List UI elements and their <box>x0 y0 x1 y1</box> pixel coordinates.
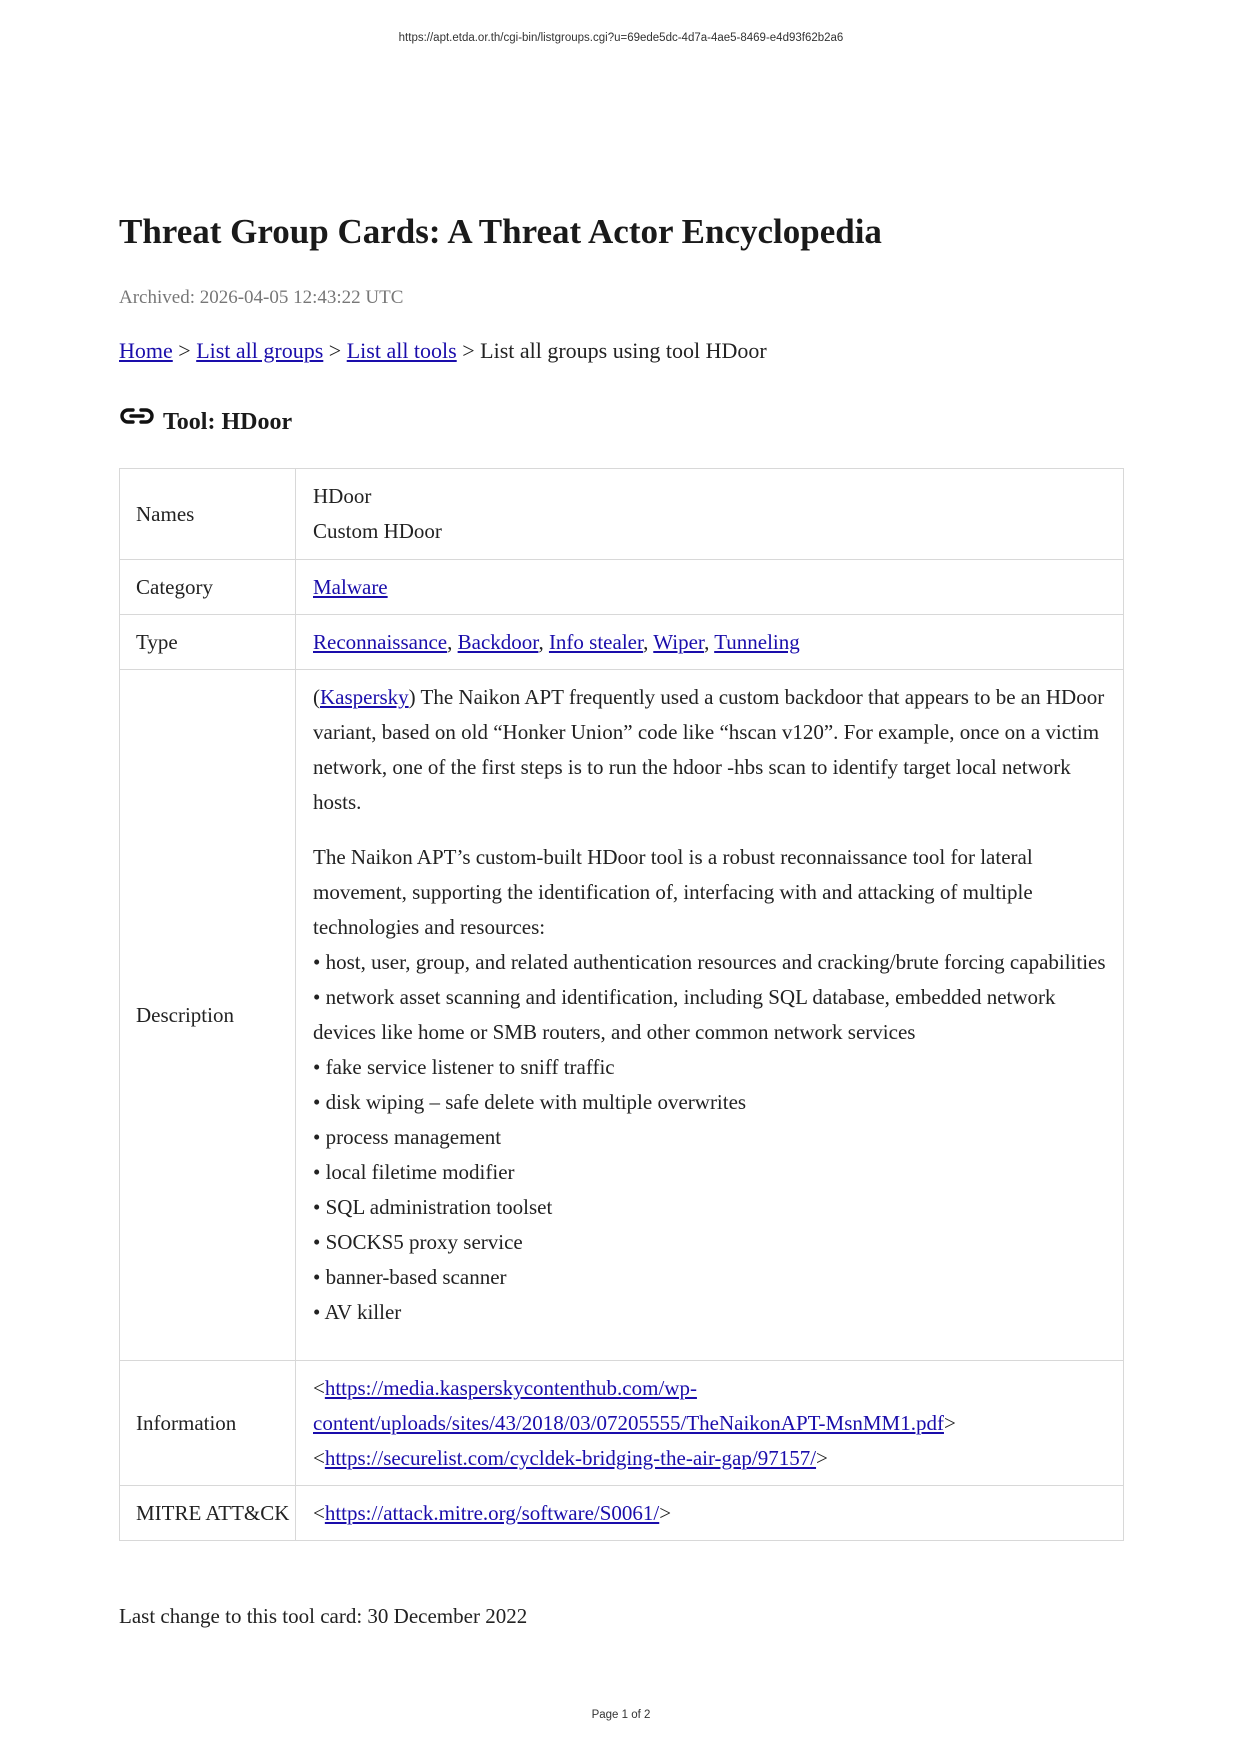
names-label: Names <box>120 469 296 560</box>
category-value <box>296 560 1124 615</box>
description-text: ) The Naikon APT frequently used a custom backdoor that appears to be an HDoor variant, based on old “Honker Union” code like “hscan v120”. For example, once on a victim network, one of the first steps is to run the hdoor -hbs scan to identify target local network hosts. <box>313 685 1105 814</box>
angle-open: < <box>313 1500 325 1525</box>
list-item: • process management <box>313 1125 502 1149</box>
tool-name: Custom HDoor <box>313 519 442 543</box>
table-row <box>120 670 1124 1361</box>
description-paragraph-1 <box>313 680 1106 820</box>
type-separator: , <box>538 629 549 654</box>
breadcrumb <box>119 338 767 364</box>
kaspersky-source-link[interactable]: Kaspersky <box>320 685 409 709</box>
description-paragraph-2 <box>313 840 1106 1330</box>
link-icon <box>119 404 155 428</box>
type-link-reconnaissance[interactable]: Reconnaissance <box>313 629 448 654</box>
page-title: Threat Group Cards: A Threat Actor Encyclopedia <box>119 212 882 251</box>
description-value <box>296 670 1124 1361</box>
type-link-wiper[interactable]: Wiper <box>653 629 705 654</box>
category-label: Category <box>120 560 296 615</box>
names-value <box>296 469 1124 560</box>
tool-heading-text: Tool: HDoor <box>163 408 293 435</box>
information-ref <box>313 1371 1106 1441</box>
breadcrumb-separator: > <box>456 338 481 363</box>
table-row <box>120 1486 1124 1541</box>
list-item: • SOCKS5 proxy service <box>313 1230 523 1254</box>
tool-name: HDoor <box>313 484 372 508</box>
breadcrumb-tools-link[interactable]: List all tools <box>346 338 457 363</box>
mitre-attack-link[interactable]: https://attack.mitre.org/software/S0061/ <box>324 1500 660 1525</box>
list-item: • fake service listener to sniff traffic <box>313 1055 615 1079</box>
type-link-tunneling[interactable]: Tunneling <box>714 629 800 654</box>
type-link-backdoor[interactable]: Backdoor <box>457 629 539 654</box>
information-value <box>296 1361 1124 1486</box>
breadcrumb-groups-link[interactable]: List all groups <box>196 338 324 363</box>
kaspersky-pdf-link[interactable]: https://media.kasperskycontenthub.com/wp-content/uploads/sites/43/2018/03/07205555/TheNaikonAPT-MsnMM1.pdf <box>313 1375 944 1435</box>
angle-open: < <box>313 1375 325 1400</box>
mitre-label: MITRE ATT&CK <box>120 1486 296 1541</box>
breadcrumb-separator: > <box>323 338 347 363</box>
breadcrumb-separator: > <box>172 338 197 363</box>
angle-close: > <box>816 1445 828 1470</box>
mitre-value <box>296 1486 1124 1541</box>
breadcrumb-home-link[interactable]: Home <box>119 338 173 363</box>
information-label: Information <box>120 1361 296 1486</box>
table-row <box>120 560 1124 615</box>
type-link-info-stealer[interactable]: Info stealer <box>548 629 644 654</box>
information-ref <box>313 1441 1106 1476</box>
securelist-link[interactable]: https://securelist.com/cycldek-bridging-the-air-gap/97157/ <box>324 1445 817 1470</box>
type-label: Type <box>120 615 296 670</box>
list-item: • host, user, group, and related authentication resources and cracking/brute forcing capabilities <box>313 950 1106 974</box>
category-link-malware[interactable]: Malware <box>313 574 388 599</box>
list-item: • banner-based scanner <box>313 1265 507 1289</box>
angle-close: > <box>943 1410 956 1435</box>
table-row <box>120 615 1124 670</box>
type-separator: , <box>643 629 654 654</box>
page-number: Page 1 of 2 <box>591 1709 651 1721</box>
angle-open: < <box>313 1445 325 1470</box>
type-value <box>296 615 1124 670</box>
breadcrumb-current: List all groups using tool HDoor <box>480 338 767 363</box>
type-separator: , <box>704 629 715 654</box>
list-item: • SQL administration toolset <box>313 1195 553 1219</box>
tool-heading <box>119 402 292 442</box>
description-label: Description <box>120 670 296 1361</box>
print-header-url: https://apt.etda.or.th/cgi-bin/listgroups.cgi?u=69ede5dc-4d7a-4ae5-8469-e4d93f62b2a6 <box>398 32 844 44</box>
table-row <box>120 469 1124 560</box>
description-text: The Naikon APT’s custom-built HDoor tool is a robust reconnaissance tool for lateral movement, supporting the identification of, interfacing with and attacking of multiple technologies and resources: <box>313 845 1033 939</box>
tool-card-table <box>119 468 1124 1541</box>
last-change-note: Last change to this tool card: 30 December 2022 <box>119 1604 528 1628</box>
list-item: • AV killer <box>313 1300 402 1324</box>
list-item: • local filetime modifier <box>313 1160 515 1184</box>
list-item: • network asset scanning and identification, including SQL database, embedded network devices like home or SMB routers, and other common network services <box>313 985 1056 1044</box>
table-row <box>120 1361 1124 1486</box>
paren-open: ( <box>313 685 320 709</box>
list-item: • disk wiping – safe delete with multiple overwrites <box>313 1090 747 1114</box>
archived-timestamp: Archived: 2026-04-05 12:43:22 UTC <box>119 287 404 308</box>
type-separator: , <box>447 629 458 654</box>
angle-close: > <box>659 1500 672 1525</box>
